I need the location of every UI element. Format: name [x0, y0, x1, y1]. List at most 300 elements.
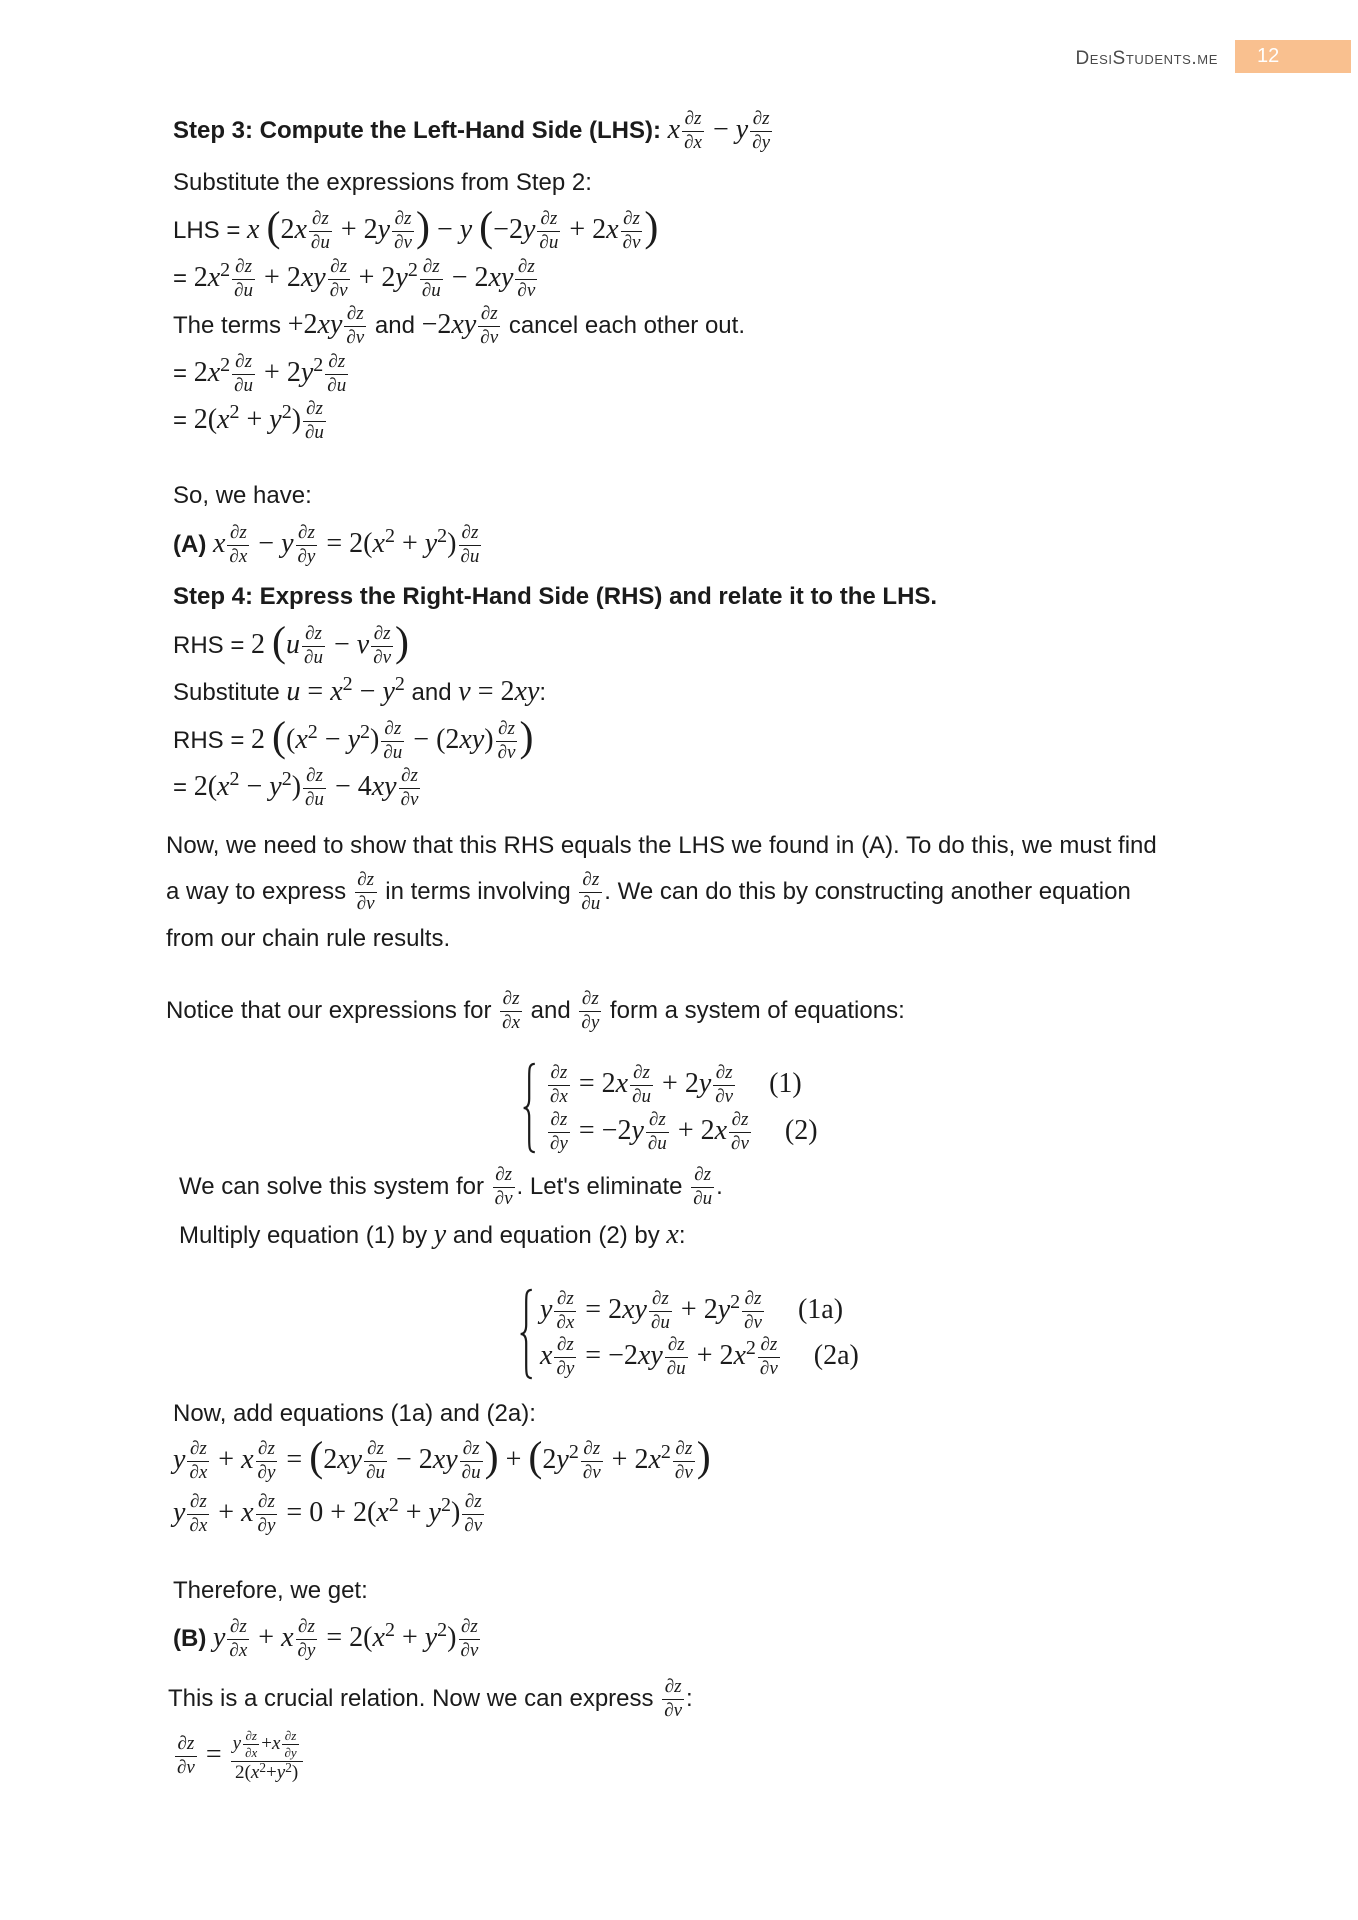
math-expression: ∂u [693, 1188, 713, 1210]
math-expression: + y [405, 1497, 441, 1528]
math-expression: = 2(x [326, 1622, 385, 1653]
fraction-numerator [187, 1439, 209, 1462]
math-expression: − y [324, 724, 361, 755]
text-run: Substitute the expressions from Step 2: [173, 169, 592, 196]
math-variable: z [383, 623, 391, 645]
math-variable: v [410, 789, 419, 811]
math-expression: ∂v [356, 893, 375, 915]
math-expression: ∂x [502, 1012, 521, 1034]
superscript: 2 [388, 1494, 399, 1516]
text-run: So, we have: [173, 482, 312, 509]
math-expression: ∂v [464, 1515, 483, 1537]
math-variable: z [740, 1109, 749, 1131]
math-expression: + y [246, 404, 282, 435]
math-expression: ∂z [675, 1438, 693, 1460]
goal-paragraph-line-3 [166, 915, 450, 963]
math-expression: ∂y [550, 1133, 568, 1155]
fraction [231, 1729, 303, 1784]
math-expression: ∂z [328, 351, 346, 373]
math-expression: ∂u [421, 280, 441, 302]
math-variable: z [356, 303, 364, 325]
math-expression: ∂z [189, 1438, 207, 1460]
fraction [344, 304, 366, 349]
math-variable: z [315, 398, 323, 420]
fraction-numerator [282, 1729, 298, 1745]
math-variable: y [313, 262, 326, 293]
fraction-denominator [548, 1086, 570, 1108]
math-variable: y [540, 1294, 553, 1325]
fraction [227, 523, 249, 568]
math-variable: z [592, 1438, 601, 1460]
fraction-denominator [459, 1640, 481, 1662]
math-variable: v [507, 742, 516, 764]
math-variable: x [648, 1444, 661, 1475]
fraction-denominator [581, 1462, 603, 1484]
fraction [662, 1677, 684, 1722]
math-variable: x [666, 1219, 679, 1250]
math-variable: v [403, 232, 412, 254]
math-variable: x [238, 1640, 248, 1662]
fraction [256, 1439, 278, 1484]
big-delimiter: ) [395, 619, 410, 666]
text-run: and [368, 312, 422, 339]
math-variable: u [676, 1358, 686, 1380]
math-variable: z [549, 208, 558, 230]
math-expression: ∂z [664, 1676, 682, 1698]
math-expression: 2x [280, 214, 307, 245]
goal-paragraph-line-2 [166, 868, 1131, 916]
math-expression: + x [258, 1622, 294, 1653]
math-expression: ∂u [310, 232, 330, 254]
math-expression [213, 1622, 225, 1653]
math-expression: ∂z [384, 718, 402, 740]
math-variable: x [217, 771, 230, 802]
text-run: Now, we need to show that this RHS equals the LHS we found in (A). To do this, we must find [166, 832, 1157, 859]
math-expression: − 2xy [395, 1444, 458, 1475]
superscript: 2 [568, 1441, 579, 1463]
math-variable: z [527, 256, 535, 278]
fraction-numerator [256, 1492, 278, 1515]
fraction-denominator [232, 375, 255, 397]
math-variable: y [269, 771, 282, 802]
math-variable: x [559, 1086, 568, 1108]
fraction [673, 1439, 695, 1484]
fraction-denominator [665, 1358, 688, 1380]
big-delimiter: ( [479, 204, 494, 251]
math-variable: z [591, 869, 600, 891]
math-expression: ∂v [715, 1086, 734, 1108]
goal-paragraph-line-1 [166, 822, 1157, 870]
fraction-numerator [579, 870, 602, 893]
math-expression: + 2y [340, 214, 391, 245]
fraction [325, 352, 348, 397]
fraction-numerator [232, 257, 255, 280]
math-variable: u [314, 422, 324, 444]
math-expression: ∂z [623, 208, 640, 230]
fraction [303, 766, 326, 811]
math-variable: y [522, 214, 536, 245]
fraction-denominator [758, 1358, 780, 1380]
fraction-numerator [459, 523, 482, 546]
fraction-numerator [665, 1335, 688, 1358]
fraction-numerator [303, 399, 326, 422]
math-expression: ∂v [400, 789, 419, 811]
math-variable: z [472, 1438, 480, 1460]
fraction [302, 624, 325, 669]
fraction-denominator [630, 1086, 653, 1108]
math-expression [434, 1219, 446, 1250]
text-run: : [686, 1685, 693, 1712]
math-expression: ∂z [540, 208, 558, 230]
math-expression: ∂z [550, 1109, 568, 1131]
so-we-have-text [173, 472, 312, 520]
math-expression [666, 1219, 678, 1250]
fraction-denominator [662, 1700, 684, 1722]
math-expression: 2(x [235, 1762, 260, 1784]
math-expression: + 2y [358, 262, 408, 293]
math-variable: y [698, 1068, 712, 1099]
math-variable: y [500, 262, 514, 293]
math-expression [173, 1444, 185, 1475]
math-variable: u [660, 1312, 670, 1334]
math-expression [173, 1497, 185, 1528]
fraction-denominator [500, 1012, 522, 1034]
math-variable: x [622, 1294, 635, 1325]
math-variable: x [488, 262, 501, 293]
text-run: We can solve this system for [179, 1173, 491, 1200]
math-variable: x [247, 214, 260, 245]
math-variable: u [431, 280, 441, 302]
text-run: Substitute [173, 679, 287, 706]
superscript: 2 [259, 1759, 267, 1775]
fraction [303, 399, 326, 444]
fraction-numerator [579, 989, 601, 1012]
math-expression: + y [401, 1622, 438, 1653]
equation-tag: (1) [769, 1068, 802, 1099]
fraction-denominator [231, 1759, 303, 1784]
math-expression: ∂u [581, 893, 601, 915]
equation-tag: (2a) [813, 1340, 859, 1371]
math-expression: ∂y [284, 1745, 297, 1761]
bold-label: Step 4: Express the Right-Hand Side (RHS) and relate it to the LHS. [173, 583, 938, 610]
math-expression: − y [258, 528, 294, 559]
math-variable: y [459, 214, 473, 245]
math-expression: − v [333, 629, 370, 660]
fraction [691, 1165, 714, 1210]
fraction [282, 1729, 298, 1760]
fraction [713, 1063, 735, 1108]
fraction-denominator [460, 1462, 483, 1484]
math-expression: = [286, 1444, 303, 1475]
math-variable: z [314, 623, 322, 645]
text-run: RHS = [173, 727, 252, 754]
math-variable: z [474, 1491, 482, 1513]
result-a-equation [173, 520, 483, 568]
fraction-numerator [673, 1439, 695, 1462]
lhs-distributed-line [173, 254, 539, 302]
fraction-denominator [579, 893, 602, 915]
math-expression: ∂u [234, 375, 254, 397]
math-expression: ∂u [460, 546, 480, 568]
superscript: 2 [745, 1337, 756, 1359]
fraction-numerator [500, 989, 522, 1012]
fraction [296, 1617, 318, 1662]
math-variable: z [642, 1062, 650, 1084]
math-expression: ∂y [752, 132, 771, 154]
math-variable: z [754, 1288, 762, 1310]
fraction [515, 257, 537, 302]
fraction-denominator [554, 1312, 576, 1334]
math-expression: − 2xy [451, 262, 514, 293]
math-expression: ∂z [330, 256, 348, 278]
math-variable: z [762, 108, 770, 130]
math-expression: ∂z [550, 1062, 568, 1084]
math-variable: z [512, 988, 520, 1010]
math-expression: ∂z [744, 1288, 762, 1310]
math-variable: z [244, 256, 252, 278]
math-variable: x [693, 132, 702, 154]
math-expression: ∂v [497, 742, 516, 764]
math-variable: z [684, 1438, 693, 1460]
fraction-numerator [296, 523, 318, 546]
big-delimiter: ( [272, 619, 287, 666]
fraction-numerator [371, 624, 393, 647]
math-expression: ∂y [297, 1640, 316, 1662]
equation-tag: (1a) [797, 1294, 844, 1325]
math-expression: ∂z [189, 1491, 207, 1513]
page-number-badge [1235, 40, 1351, 73]
math-expression: ∂v [329, 280, 348, 302]
fraction-numerator [621, 209, 643, 232]
fraction-numerator [344, 304, 366, 327]
left-brace-icon [519, 1288, 535, 1380]
fraction-numerator [554, 1289, 576, 1312]
math-variable: y [266, 1462, 276, 1484]
superscript: 2 [384, 525, 395, 547]
math-expression: ∂z [284, 1728, 297, 1743]
fraction-denominator [187, 1515, 209, 1537]
math-expression: ∂v [460, 1640, 479, 1662]
math-expression: = 2x [578, 1068, 629, 1099]
math-expression: ∂x [684, 132, 702, 154]
math-expression: ∂z [422, 256, 440, 278]
fraction-denominator [309, 232, 332, 254]
math-variable: y [377, 214, 391, 245]
math-variable: z [186, 1733, 195, 1755]
equation-tag: (2) [784, 1115, 818, 1146]
math-variable: x [459, 724, 472, 755]
fraction-numerator [459, 1617, 481, 1640]
fraction [537, 209, 560, 254]
math-variable: u [641, 1086, 652, 1108]
math-variable: u [469, 546, 480, 568]
math-variable: z [694, 108, 702, 130]
superscript: 2 [281, 768, 292, 790]
text-run: The terms [173, 312, 288, 339]
math-variable: x [451, 309, 464, 340]
math-expression: ∂z [305, 623, 322, 645]
math-expression [233, 1733, 241, 1754]
text-run: RHS = [173, 632, 252, 659]
fraction-numerator [420, 257, 443, 280]
solve-note [179, 1163, 723, 1211]
math-variable: y [384, 771, 397, 802]
math-expression: (x [286, 724, 308, 755]
math-variable: u [590, 893, 601, 915]
site-name: DesiStudents.me [1075, 48, 1218, 69]
fraction-denominator [515, 280, 537, 302]
math-variable: z [566, 1288, 574, 1310]
fraction-numerator [309, 209, 332, 232]
fraction [579, 870, 602, 915]
math-variable: x [733, 1340, 746, 1371]
fraction-numerator [175, 1734, 197, 1757]
math-expression: 2 [251, 724, 266, 755]
fraction-numerator [392, 209, 414, 232]
fraction-numerator [227, 1617, 249, 1640]
fraction-denominator [691, 1188, 714, 1210]
math-expression: ∂z [498, 718, 515, 740]
math-expression: ∂z [461, 1616, 478, 1638]
text-run: Therefore, we get: [173, 1577, 368, 1604]
math-variable: u [392, 742, 403, 764]
fraction [328, 257, 350, 302]
math-variable: z [703, 1164, 712, 1186]
math-variable: z [507, 718, 515, 740]
math-expression: + y [401, 528, 438, 559]
math-expression: ∂z [258, 1438, 275, 1460]
big-delimiter: ) [644, 204, 659, 251]
math-variable: y [634, 1294, 647, 1325]
fraction [355, 870, 377, 915]
math-expression: +2xy [287, 309, 343, 340]
math-variable: z [239, 1616, 247, 1638]
math-variable: y [650, 1340, 663, 1371]
fraction-numerator [364, 1439, 387, 1462]
fraction-denominator [227, 546, 249, 568]
fraction-denominator [243, 1745, 259, 1760]
math-variable: u [336, 375, 347, 397]
fraction [399, 766, 421, 811]
math-expression: ∂z [583, 1438, 601, 1460]
fraction-denominator [355, 893, 377, 915]
rhs-definition-line [173, 621, 409, 669]
math-expression: ∂z [298, 522, 315, 544]
math-variable: y [556, 1444, 569, 1475]
fraction-denominator [649, 1312, 672, 1334]
big-delimiter: ( [272, 714, 287, 761]
math-expression: ∂z [502, 988, 520, 1010]
math-variable: y [424, 528, 438, 559]
fraction-numerator [548, 1063, 570, 1086]
math-variable: z [470, 522, 479, 544]
math-variable: y [631, 1115, 644, 1146]
math-variable: z [632, 208, 640, 230]
math-expression: ∂z [462, 1438, 480, 1460]
fraction-numerator [355, 870, 377, 893]
fraction-numerator [381, 719, 404, 742]
math-variable: u [375, 1462, 385, 1484]
math-expression: ∂v [744, 1312, 762, 1334]
fraction-denominator [682, 132, 704, 154]
fraction [742, 1289, 764, 1334]
math-expression: + 2xy [264, 262, 326, 293]
fraction-denominator [371, 647, 393, 669]
math-expression: v = 2xy [458, 676, 540, 707]
math-expression: ∂v [346, 327, 365, 349]
math-expression: ) [450, 1497, 461, 1528]
math-variable: z [339, 256, 348, 278]
fraction [460, 1439, 483, 1484]
math-variable: y [526, 676, 540, 707]
math-variable: y [269, 404, 282, 435]
math-expression: ∂z [752, 108, 770, 130]
superscript: 2 [360, 721, 371, 743]
math-expression: +x [261, 1733, 281, 1755]
math-variable: y [717, 1294, 731, 1325]
fraction [581, 1439, 603, 1484]
math-expression: ∂u [650, 1312, 670, 1334]
step-4-heading [173, 573, 937, 621]
text-run: . We can do this by constructing another equation [604, 878, 1131, 905]
math-expression: ∂z [464, 1491, 482, 1513]
math-expression: ∂z [582, 869, 600, 891]
fraction-numerator [581, 1439, 603, 1462]
math-variable: v [339, 280, 348, 302]
fraction [548, 1063, 570, 1108]
fraction-denominator [459, 546, 482, 568]
math-expression [668, 114, 680, 145]
system-1-equation-1 [546, 1060, 802, 1108]
fraction-numerator [462, 1492, 484, 1515]
math-variable: v [473, 1515, 483, 1537]
fraction-denominator [742, 1312, 764, 1334]
fraction [646, 1110, 669, 1155]
superscript: 2 [440, 1494, 451, 1516]
text-run: This is a crucial relation. Now we can express [168, 1685, 661, 1712]
big-delimiter: ( [528, 1434, 543, 1481]
math-expression: = 2xy [585, 1294, 647, 1325]
math-variable: x [330, 676, 343, 707]
fraction-numerator [537, 209, 560, 232]
math-expression: ∂z [684, 108, 702, 130]
math-variable: x [300, 262, 314, 293]
fraction [462, 1492, 484, 1537]
math-expression: ∂u [327, 375, 347, 397]
math-expression: ∂x [550, 1086, 568, 1108]
fraction [232, 257, 255, 302]
fraction-denominator [462, 1515, 484, 1537]
left-brace-icon [522, 1062, 538, 1154]
fraction [309, 209, 332, 254]
fraction [256, 1492, 278, 1537]
math-expression: ∂u [305, 789, 324, 811]
fraction-numerator [662, 1677, 684, 1700]
superscript: 2 [313, 354, 324, 376]
fraction [187, 1439, 209, 1484]
fraction-numerator [496, 719, 518, 742]
math-variable: v [458, 676, 471, 707]
fraction-denominator [175, 1757, 197, 1779]
math-expression: + x [218, 1444, 254, 1475]
math-expression: ∂y [581, 1012, 600, 1034]
math-variable: x [317, 309, 330, 340]
math-expression: + 2y [662, 1068, 712, 1099]
math-expression: ∂z [306, 398, 323, 420]
big-delimiter: ) [415, 204, 430, 251]
fraction-numerator [682, 109, 704, 132]
fraction-numerator [231, 1729, 303, 1762]
